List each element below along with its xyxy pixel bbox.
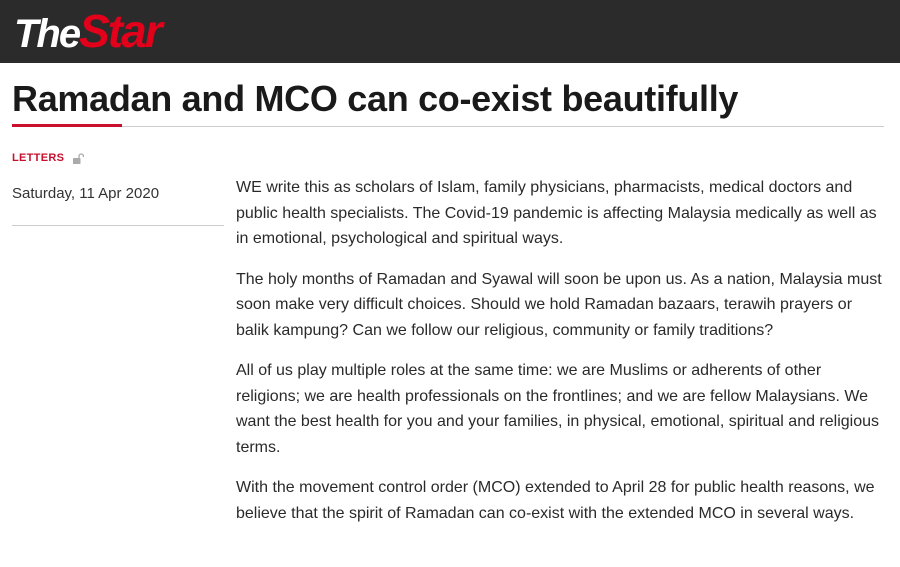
category-tag[interactable]: [12, 152, 84, 164]
article-paragraph-2: The holy months of Ramadan and Syawal will soon be upon us. As a nation, Malaysia must soon make very difficult choices. Should we hold Ramadan bazaars, terawih prayers or balik kampung? Can we follow our religious, community or family traditions?: [236, 270, 882, 339]
top-bar: [0, 0, 900, 63]
article-paragraph-1: WE write this as scholars of Islam, family physicians, pharmacists, medical doctors and public health specialists. The Covid-19 pandemic is affecting Malaysia medically as well as in emotional, psychological and spiritual ways.: [236, 179, 877, 247]
logo-star: Star: [79, 5, 161, 57]
logo-the: The: [14, 12, 80, 56]
site-logo[interactable]: [14, 6, 161, 56]
article-body: [236, 175, 884, 541]
unlock-icon: [72, 152, 84, 164]
page-title: Ramadan and MCO can co-exist beautifully: [12, 78, 739, 119]
publish-date: Saturday, 11 Apr 2020: [12, 185, 160, 202]
headline-accent-bar: [12, 124, 122, 127]
article-paragraph-4: With the movement control order (MCO) extended to April 28 for public health reasons, we believe that the spirit of Ramadan can co-exist with the extended MCO in several ways.: [236, 479, 875, 522]
headline-divider: [12, 126, 884, 127]
article-paragraph-3: All of us play multiple roles at the same time: we are Muslims or adherents of other religions; we are health professionals on the frontlines; and we are fellow Malaysians. We want the best health for you and your families, in physical, emotional, spiritual and religious terms.: [236, 362, 880, 456]
category-label[interactable]: LETTERS: [12, 152, 65, 164]
date-divider: [12, 225, 224, 226]
